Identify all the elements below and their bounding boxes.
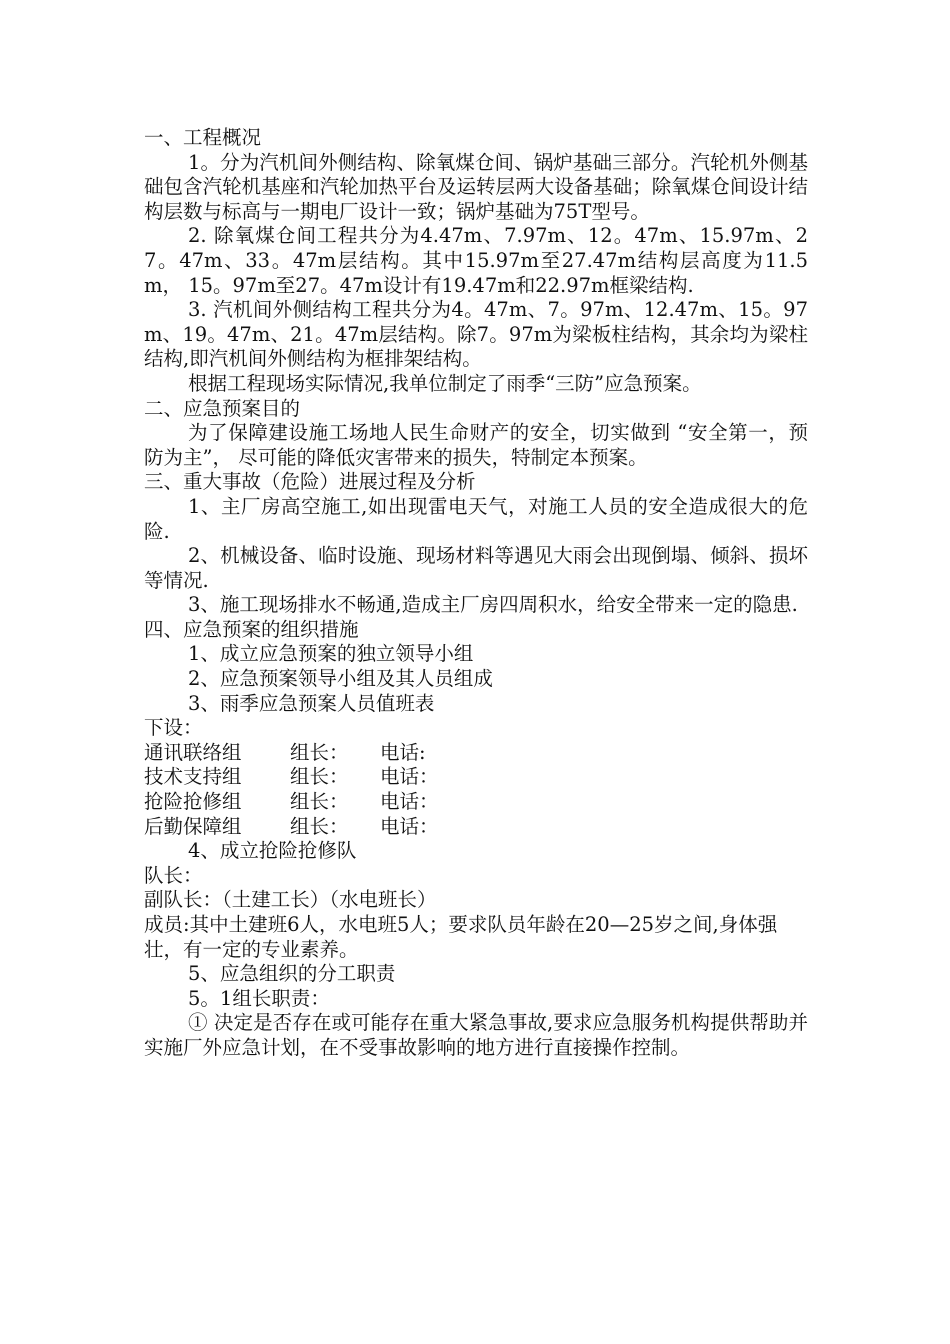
document-body — [144, 126, 808, 1061]
paragraph-duty-item-1: ① 决定是否存在或可能存在重大紧急事故,要求应急服务机构提供帮助并实施厂外应急计划，在不受事故影响的地方进行直接操作控制。 — [144, 1011, 808, 1059]
paragraph-plan-basis: 根据工程现场实际情况,我单位制定了雨季“三防”应急预案。 — [188, 371, 702, 395]
paragraph-rescue-team: 4、成立抢险抢修队 — [188, 839, 357, 863]
paragraph-structure-parts: 1。分为汽机间外侧结构、除氧煤仓间、锅炉基础三部分。汽轮机外侧基础包含汽轮机基座和汽轮加热平台及运转层两大设备基础；除氧煤仓间设计结构层数与标高与一期电厂设计一致；锅炉基础为75T型号。 — [144, 150, 808, 223]
captain-label: 队长： — [144, 863, 203, 887]
roster-leader-label: 组长： — [290, 790, 349, 814]
roster-leader-label: 组长： — [290, 765, 349, 789]
roster-phone-label: 电话： — [380, 790, 439, 814]
duty-roster — [144, 741, 808, 839]
roster-row — [144, 765, 808, 790]
section-heading-accident-analysis: 三、重大事故（危险）进展过程及分析 — [144, 470, 476, 494]
paragraph-org-2: 2、应急预案领导小组及其人员组成 — [188, 667, 493, 691]
roster-group-name: 通讯联络组 — [144, 740, 242, 764]
paragraph-turbine-outer-structure: 3. 汽机间外侧结构工程共分为4。47m、7。97m、12.47m、15。97m、19。47m、21。47m层结构。除7。97m为梁板柱结构，其余均为梁柱结构,即汽机间外侧结构为框排架结构。 — [144, 298, 808, 371]
roster-phone-label: 电话: — [380, 740, 426, 764]
paragraph-risk-2: 2、机械设备、临时设施、现场材料等遇见大雨会出现倒塌、倾斜、损坏等情况. — [144, 544, 808, 592]
roster-leader-label: 组长： — [290, 814, 349, 838]
paragraph-risk-1: 1、主厂房高空施工,如出现雷电天气，对施工人员的安全造成很大的危险. — [144, 494, 808, 543]
roster-row — [144, 815, 808, 840]
roster-row — [144, 790, 808, 815]
vice-captain-label: 副队长：（土建工长）（水电班长） — [144, 888, 437, 912]
paragraph-risk-3: 3、施工现场排水不畅通,造成主厂房四周积水，给安全带来一定的隐患. — [188, 593, 798, 617]
sub-groups-label: 下设： — [144, 716, 203, 740]
roster-group-name: 技术支持组 — [144, 765, 242, 789]
team-members-text: 成员:其中土建班6人，水电班5人；要求队员年龄在20—25岁之间,身体强壮，有一定的专业素养。 — [144, 913, 778, 961]
paragraph-duties: 5、应急组织的分工职责 — [188, 962, 396, 986]
section-heading-project-overview: 一、工程概况 — [144, 126, 262, 149]
section-heading-organization: 四、应急预案的组织措施 — [144, 617, 359, 641]
roster-leader-label: 组长： — [290, 740, 349, 764]
paragraph-deaerator-bunker: 2. 除氧煤仓间工程共分为4.47m、7.97m、12。47m、15.97m、27。47m、33。47m层结构。其中15.97m至27.47m结构层高度为11.5m， 15。97m至27。47m设计有19.47m和22.97m框梁结构. — [144, 224, 808, 297]
paragraph-org-1: 1、成立应急预案的独立领导小组 — [188, 642, 474, 666]
roster-group-name: 后勤保障组 — [144, 814, 242, 838]
paragraph-leader-duties: 5。1组长职责： — [188, 986, 330, 1010]
roster-phone-label: 电话： — [380, 765, 439, 789]
paragraph-purpose: 为了保障建设施工场地人民生命财产的安全，切实做到 “安全第一，预防为主”， 尽可能的降低灾害带来的损失，特制定本预案。 — [144, 421, 808, 469]
section-heading-plan-purpose: 二、应急预案目的 — [144, 396, 301, 420]
roster-phone-label: 电话： — [380, 814, 439, 838]
paragraph-org-3: 3、雨季应急预案人员值班表 — [188, 691, 435, 715]
roster-row — [144, 741, 808, 766]
roster-group-name: 抢险抢修组 — [144, 790, 242, 814]
